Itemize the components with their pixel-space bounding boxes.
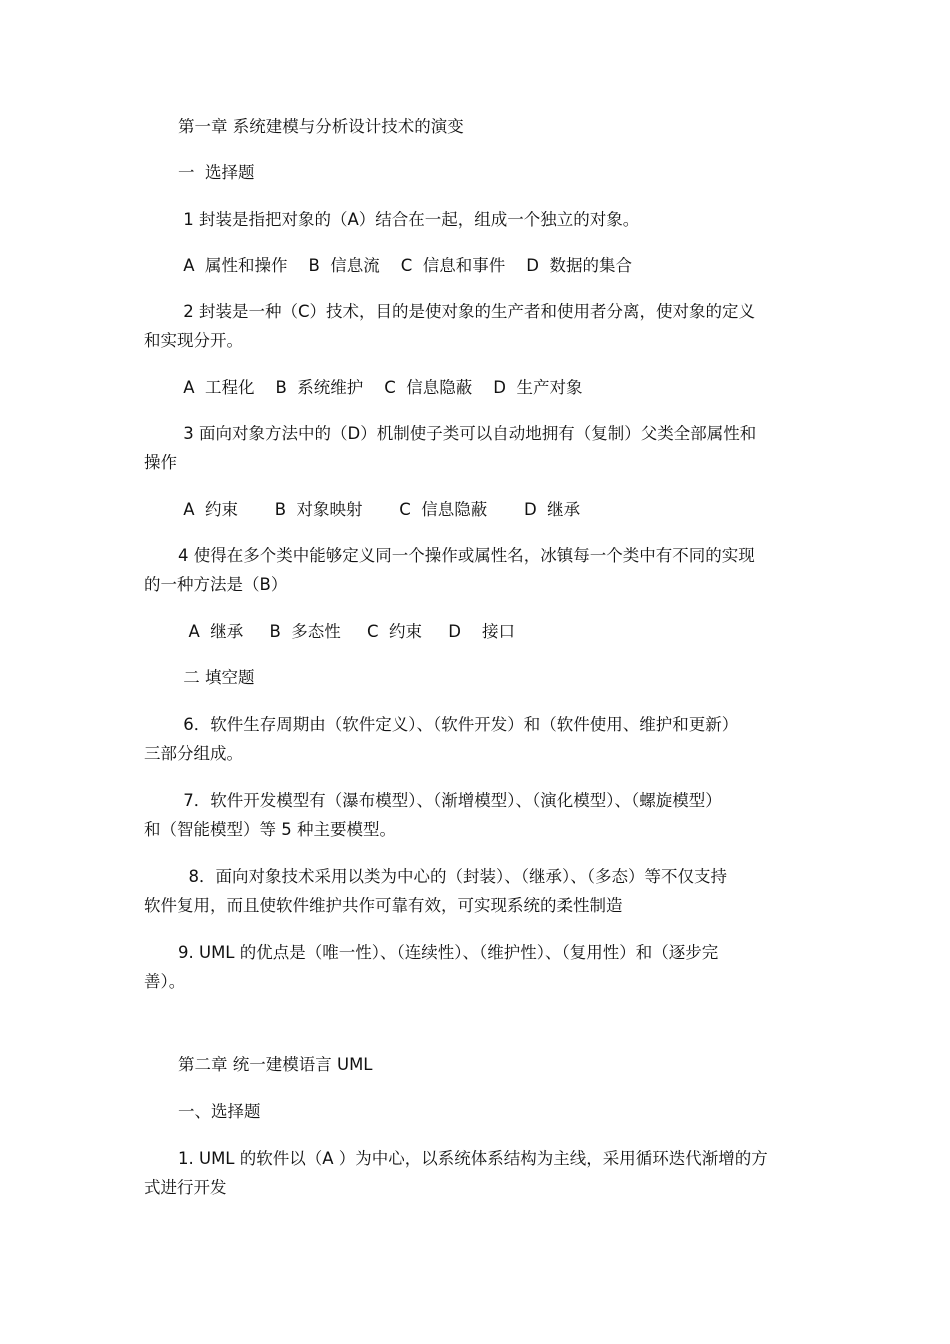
question-9-line1: 9. UML 的优点是（唯一性）、（连续性）、（维护性）、（复用性）和（逐步完 xyxy=(178,943,719,962)
question-3-options: A 约束 B 对象映射 C 信息隐蔽 D 继承 xyxy=(178,500,581,519)
question-1-options: A 属性和操作 B 信息流 C 信息和事件 D 数据的集合 xyxy=(178,256,632,275)
question-7-line2: 和（智能模型）等 5 种主要模型。 xyxy=(144,820,396,839)
question-8-line1: 8．面向对象技术采用以类为中心的（封装）、（继承）、（多态）等不仅支持 xyxy=(178,867,727,886)
chapter2-title: 第二章 统一建模语言 UML xyxy=(178,1055,373,1074)
question-2-line2: 和实现分开。 xyxy=(144,331,243,350)
question-4-line2: 的一种方法是（B） xyxy=(144,575,288,594)
question-2-line1: 2 封装是一种（C）技术，目的是使对象的生产者和使用者分离，使对象的定义 xyxy=(178,302,756,321)
question-4-line1: 4 使得在多个类中能够定义同一个操作或属性名，冰镇每一个类中有不同的实现 xyxy=(178,546,755,565)
chapter1-title: 第一章 系统建模与分析设计技术的演变 xyxy=(178,117,464,136)
question-6-line1: 6．软件生存周期由（软件定义）、（软件开发）和（软件使用、维护和更新） xyxy=(178,715,739,734)
chapter1-section-choice: 一 选择题 xyxy=(178,163,255,182)
chapter1-section-fill: 二 填空题 xyxy=(178,668,255,687)
question-3-line1: 3 面向对象方法中的（D）机制使子类可以自动地拥有（复制）父类全部属性和 xyxy=(178,424,757,443)
question-8-line2: 软件复用，而且使软件维护共作可靠有效，可实现系统的柔性制造 xyxy=(144,896,623,915)
question-7-line1: 7．软件开发模型有（瀑布模型）、（渐增模型）、（演化模型）、（螺旋模型） xyxy=(178,791,722,810)
question-2-options: A 工程化 B 系统维护 C 信息隐蔽 D 生产对象 xyxy=(178,378,583,397)
question-4-options: A 继承 B 多态性 C 约束 D 接口 xyxy=(178,622,515,641)
chapter2-question-1-line1: 1. UML 的软件以（A ）为中心，以系统体系结构为主线，采用循环迭代渐增的方 xyxy=(178,1149,768,1168)
question-1: 1 封装是指把对象的（A）结合在一起，组成一个独立的对象。 xyxy=(178,210,640,229)
question-6-line2: 三部分组成。 xyxy=(144,744,243,763)
question-3-line2: 操作 xyxy=(144,453,177,472)
chapter2-question-1-line2: 式进行开发 xyxy=(144,1178,227,1197)
chapter2-section-choice: 一、选择题 xyxy=(178,1102,261,1121)
question-9-line2: 善）。 xyxy=(144,972,186,991)
